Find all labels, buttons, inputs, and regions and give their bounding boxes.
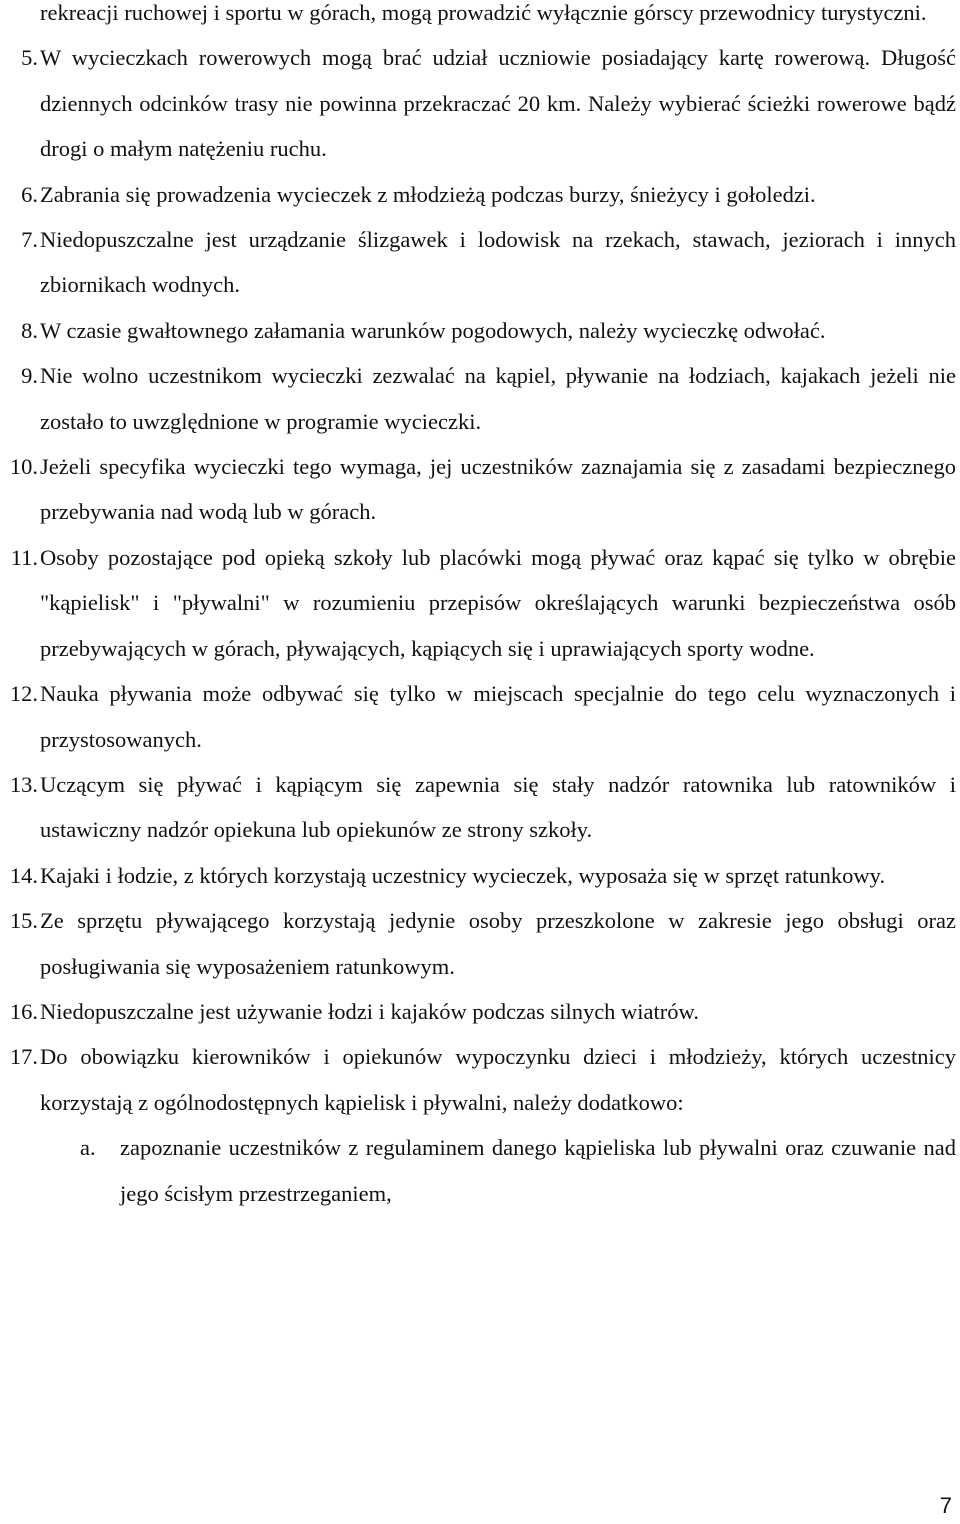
list-item-text: Niedopuszczalne jest urządzanie ślizgawek i lodowisk na rzekach, stawach, jeziorach i innych zbiornikach wodnych.	[40, 227, 956, 298]
continuation-paragraph: rekreacji ruchowej i sportu w górach, mogą prowadzić wyłącznie górscy przewodnicy turystyczni.	[40, 0, 927, 25]
list-item-text: Niedopuszczalne jest używanie łodzi i kajaków podczas silnych wiatrów.	[40, 998, 699, 1024]
list-item-text: Do obowiązku kierowników i opiekunów wypoczynku dzieci i młodzieży, których uczestnicy korzystają z ogólnodostępnych kąpielisk i pływalni, należy dodatkowo:	[40, 1044, 956, 1115]
list-item-text: Nauka pływania może odbywać się tylko w miejscach specjalnie do tego celu wyznaczonych i przystosowanych.	[40, 681, 956, 752]
list-item-16: 16. Niedopuszczalne jest używanie łodzi i kajaków podczas silnych wiatrów.	[40, 989, 956, 1034]
list-item-11: 11. Osoby pozostające pod opieką szkoły lub placówki mogą pływać oraz kąpać się tylko w obrębie "kąpielisk" i "pływalni" w rozumieniu przepisów określających warunki bezpieczeństwa osób przebywających w górach, pływających, kąpiących się i uprawiających sporty wodne.	[40, 535, 956, 671]
document-body	[9, 0, 956, 1216]
list-item-text: Jeżeli specyfika wycieczki tego wymaga, jej uczestników zaznajamia się z zasadami bezpiecznego przebywania nad wodą lub w górach.	[40, 454, 956, 525]
list-item-text: Nie wolno uczestnikom wycieczki zezwalać na kąpiel, pływanie na łodziach, kajakach jeżeli nie zostało to uwzględnione w programie wycieczki.	[40, 363, 956, 434]
list-item-text: W czasie gwałtownego załamania warunków pogodowych, należy wycieczkę odwołać.	[40, 317, 826, 343]
list-item-text: Osoby pozostające pod opieką szkoły lub placówki mogą pływać oraz kąpać się tylko w obrębie "kąpielisk" i "pływalni" w rozumieniu przepisów określających warunki bezpieczeństwa osób przebywających w górach, pływających, kąpiących się i uprawiających sporty wodne.	[40, 544, 956, 661]
list-item-10: 10. Jeżeli specyfika wycieczki tego wymaga, jej uczestników zaznajamia się z zasadami bezpiecznego przebywania nad wodą lub w górach.	[40, 444, 956, 535]
list-item-15: 15. Ze sprzętu pływającego korzystają jedynie osoby przeszkolone w zakresie jego obsługi oraz posługiwania się wyposażeniem ratunkowym.	[40, 898, 956, 989]
list-item-text: Kajaki i łodzie, z których korzystają uczestnicy wycieczek, wyposaża się w sprzęt ratunkowy.	[40, 862, 886, 888]
list-item-text: Zabrania się prowadzenia wycieczek z młodzieżą podczas burzy, śnieżycy i gołoledzi.	[40, 181, 816, 207]
list-item-8: 8. W czasie gwałtownego załamania warunków pogodowych, należy wycieczkę odwołać.	[40, 308, 956, 353]
sub-list-item-letter: a.	[80, 1135, 96, 1161]
sub-list-item-text: zapoznanie uczestników z regulaminem danego kąpieliska lub pływalni oraz czuwanie nad jego ścisłym przestrzeganiem,	[120, 1135, 956, 1206]
page-number: 7	[939, 1493, 952, 1518]
list-item-7: 7. Niedopuszczalne jest urządzanie ślizgawek i lodowisk na rzekach, stawach, jeziorach i innych zbiornikach wodnych.	[40, 217, 956, 308]
list-item-13: 13. Uczącym się pływać i kąpiącym się zapewnia się stały nadzór ratownika lub ratowników i ustawiczny nadzór opiekuna lub opiekunów ze strony szkoły.	[40, 762, 956, 853]
list-item-text: W wycieczkach rowerowych mogą brać udział uczniowie posiadający kartę rowerową. Długość dziennych odcinków trasy nie powinna przekraczać 20 km. Należy wybierać ścieżki rowerowe bądź drogi o małym natężeniu ruchu.	[40, 45, 956, 162]
list-item-9: 9. Nie wolno uczestnikom wycieczki zezwalać na kąpiel, pływanie na łodziach, kajakach jeżeli nie zostało to uwzględnione w programie wycieczki.	[40, 353, 956, 444]
list-item-12: 12. Nauka pływania może odbywać się tylko w miejscach specjalnie do tego celu wyznaczonych i przystosowanych.	[40, 671, 956, 762]
sub-list-item-a	[40, 1125, 956, 1216]
list-item-14: 14. Kajaki i łodzie, z których korzystają uczestnicy wycieczek, wyposaża się w sprzęt ratunkowy.	[40, 853, 956, 898]
list-item-text: Uczącym się pływać i kąpiącym się zapewnia się stały nadzór ratownika lub ratowników i ustawiczny nadzór opiekuna lub opiekunów ze strony szkoły.	[40, 771, 956, 843]
list-item-text: Ze sprzętu pływającego korzystają jedynie osoby przeszkolone w zakresie jego obsługi oraz posługiwania się wyposażeniem ratunkowym.	[40, 908, 956, 979]
list-item-6: 6. Zabrania się prowadzenia wycieczek z młodzieżą podczas burzy, śnieżycy i gołoledzi.	[40, 172, 956, 217]
list-item-17: 17. Do obowiązku kierowników i opiekunów wypoczynku dzieci i młodzieży, których uczestnicy korzystają z ogólnodostępnych kąpielisk i pływalni, należy dodatkowo:	[40, 1034, 956, 1125]
list-item-5: 5. W wycieczkach rowerowych mogą brać udział uczniowie posiadający kartę rowerową. Długość dziennych odcinków trasy nie powinna przekraczać 20 km. Należy wybierać ścieżki rowerowe bądź drogi o małym natężeniu ruchu.	[40, 35, 956, 171]
